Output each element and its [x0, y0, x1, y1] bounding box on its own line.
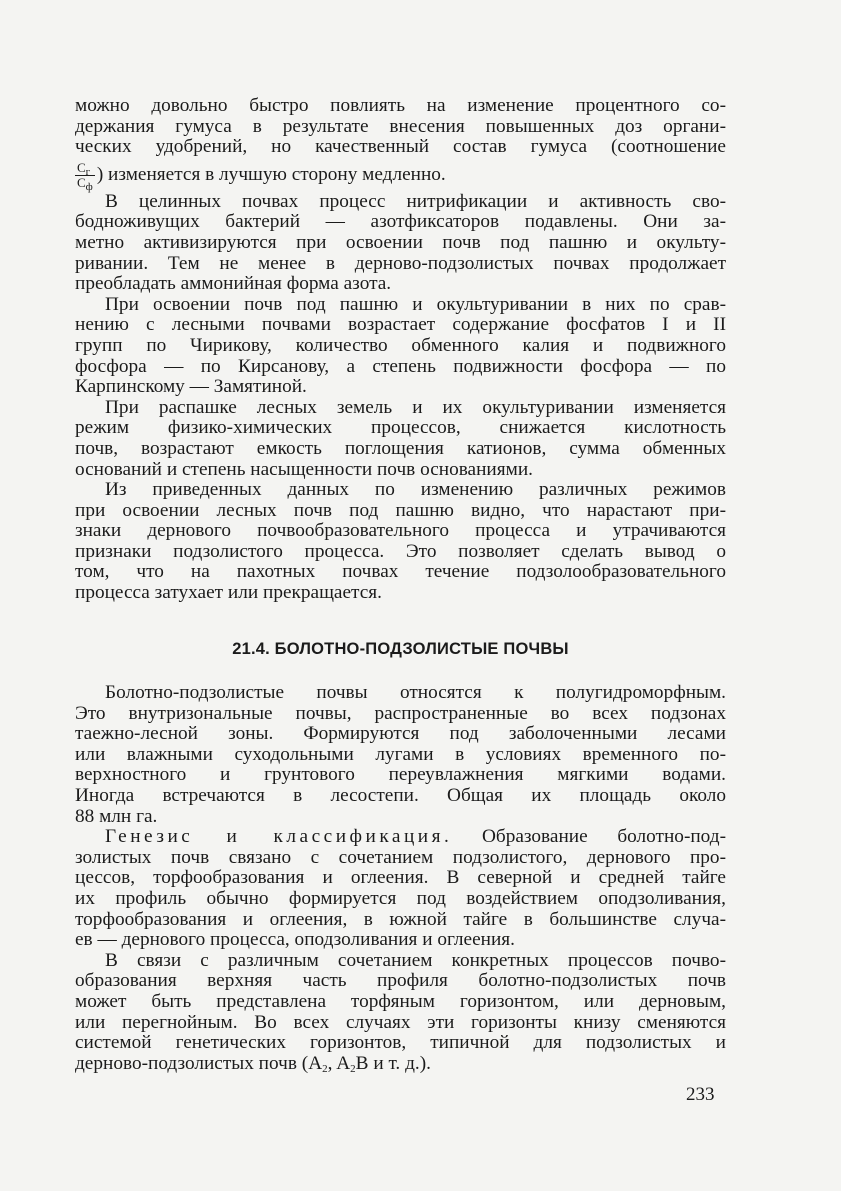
text-line: дерново-подзолистых почв ($A_2$, $A_2B$ и т. д.).: [75, 1052, 431, 1075]
text-line: таежно-лесной зоны. Формируются под заболоченными лесами: [75, 723, 726, 745]
text-line: их профиль обычно формируется под воздействием оподзоливания,: [75, 887, 726, 909]
text-line: оснований и степень насыщенности почв основаниями.: [75, 458, 533, 480]
text-line: ческих удобрений, но качественный состав гумуса (соотношение: [75, 136, 726, 158]
text-line: может быть представлена торфяным горизонтом, или дерновым,: [75, 990, 726, 1012]
text-line: или влажными суходольными лугами в условиях временного по-: [75, 743, 726, 765]
text-line: знаки дернового почвообразовательного процесса и утрачиваются: [75, 520, 726, 542]
page-number: 233: [686, 1084, 715, 1105]
text-fragment: ) изменяется в лучшую сторону медленно.: [96, 163, 446, 185]
text-line: верхностного и грунтового переувлажнения мягкими водами.: [75, 764, 726, 786]
text-line: процесса затухает или прекращается.: [75, 582, 382, 604]
text-line: нению с лесными почвами возрастает содержание фосфатов I и II: [75, 314, 726, 336]
text-line: ев — дернового процесса, оподзоливания и оглеения.: [75, 929, 515, 951]
text-fragment: Образование болотно-под-: [452, 826, 726, 848]
text-line: метно активизируются при освоении почв под пашню и окульту-: [75, 231, 726, 253]
text-line: Карпинскому — Замятиной.: [75, 376, 307, 398]
text-line: можно довольно быстро повлиять на изменение процентного со-: [75, 95, 726, 116]
text-line: Из приведенных данных по изменению различных режимов: [105, 479, 726, 501]
text-line: держания гумуса в результате внесения повышенных доз органи-: [75, 115, 726, 137]
text-line: режим физико-химических процессов, снижается кислотность: [75, 417, 726, 439]
body-text-bottom: [75, 683, 726, 1074]
text-line: том, что на пахотных почвах течение подзолообразовательного: [75, 561, 726, 583]
text-line: при освоении лесных почв под пашню видно, что нарастают при-: [75, 499, 726, 521]
text-line: цессов, торфообразования и оглеения. В северной и средней тайге: [75, 867, 726, 889]
text-line: почв, возрастают емкость поглощения катионов, сумма обменных: [75, 437, 726, 459]
text-line: ривании. Тем не менее в дерново-подзолистых почвах продолжает: [75, 252, 726, 274]
text-line: 88 млн га.: [75, 805, 158, 827]
body-text-top: [75, 96, 726, 604]
text-line: или перегнойным. Во всех случаях эти горизонты книзу сменяются: [75, 1011, 726, 1033]
text-line: При освоении почв под пашню и окультуривании в них по срав-: [105, 293, 726, 315]
text-line: золистых почв связано с сочетанием подзолистого, дернового про-: [75, 846, 726, 868]
text-line: преобладать аммонийная форма азота.: [75, 273, 392, 295]
text-line-with-fraction: [75, 158, 726, 192]
text-line: торфообразования и оглеения, в южной тайге в большинстве случа-: [75, 908, 726, 930]
text-line: признаки подзолистого процесса. Это позволяет сделать вывод о: [75, 540, 726, 562]
text-line: Болотно-подзолистые почвы относятся к полугидроморфным.: [105, 682, 726, 703]
text-line: В целинных почвах процесс нитрификации и активность сво-: [105, 190, 726, 212]
text-line: [75, 827, 726, 848]
text-line: групп по Чирикову, количество обменного калия и подвижного: [75, 334, 726, 356]
text-line: фосфора — по Кирсанову, а степень подвижности фосфора — по: [75, 355, 726, 377]
text-line: системой генетических горизонтов, типичной для подзолистых и: [75, 1032, 726, 1054]
text-line: В связи с различным сочетанием конкретных процессов почво-: [105, 949, 726, 971]
text-line: Это внутризональные почвы, распространенные во всех подзонах: [75, 702, 726, 724]
text-line: Иногда встречаются в лесостепи. Общая их площадь около: [75, 784, 726, 806]
section-heading: 21.4. БОЛОТНО-ПОДЗОЛИСТЫЕ ПОЧВЫ: [232, 640, 569, 658]
text-line: бодноживущих бактерий — азотфиксаторов подавлены. Они за-: [75, 211, 726, 233]
text-line: При распашке лесных земель и их окультуривании изменяется: [105, 396, 726, 418]
ratio-fraction: $\frac{С_г}{С_ф}$: [77, 159, 93, 193]
spaced-run-in-heading: Генезис и классификация.: [105, 826, 453, 848]
text-line: образования верхняя часть профиля болотно-подзолистых почв: [75, 970, 726, 992]
